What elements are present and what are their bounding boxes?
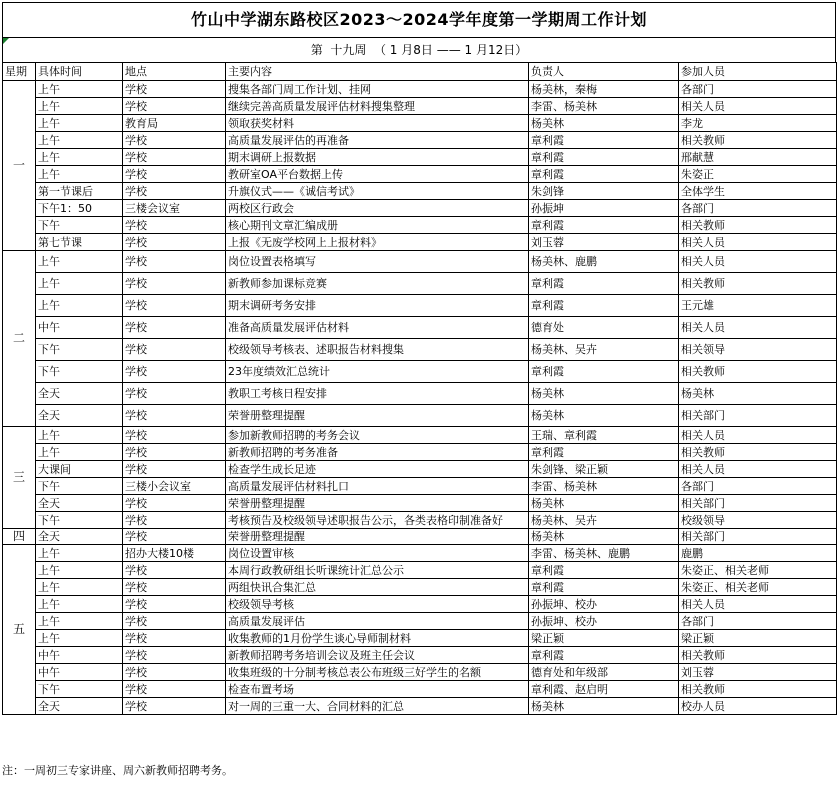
location-cell: 教育局 xyxy=(123,115,226,132)
content-cell: 新教师参加课标竞赛 xyxy=(226,273,529,295)
participants-cell: 各部门 xyxy=(679,613,837,630)
schedule-row xyxy=(3,664,837,681)
schedule-row xyxy=(3,698,837,715)
time-cell: 大课间 xyxy=(36,461,123,478)
header-cell: 主要内容 xyxy=(226,63,529,81)
owner-cell: 章利霞 xyxy=(529,647,679,664)
content-cell: 检查学生成长足迹 xyxy=(226,461,529,478)
location-cell: 三楼小会议室 xyxy=(123,478,226,495)
location-cell: 学校 xyxy=(123,681,226,698)
owner-cell: 章利霞 xyxy=(529,579,679,596)
content-cell: 考核预告及校级领导述职报告公示，各类表格印制准备好 xyxy=(226,512,529,529)
time-cell: 上午 xyxy=(36,149,123,166)
header-cell: 负责人 xyxy=(529,63,679,81)
location-cell: 学校 xyxy=(123,562,226,579)
location-cell: 学校 xyxy=(123,444,226,461)
time-cell: 上午 xyxy=(36,251,123,273)
weekday-cell: 一 xyxy=(3,81,36,251)
owner-cell: 章利霞 xyxy=(529,444,679,461)
content-cell: 荣誉册整理提醒 xyxy=(226,529,529,545)
location-cell: 学校 xyxy=(123,383,226,405)
owner-cell: 朱剑锋 xyxy=(529,183,679,200)
schedule-row xyxy=(3,529,837,545)
schedule-row xyxy=(3,295,837,317)
content-cell: 高质量发展评估 xyxy=(226,613,529,630)
content-cell: 两组快讯合集汇总 xyxy=(226,579,529,596)
owner-cell: 孙振坤、校办 xyxy=(529,613,679,630)
time-cell: 全天 xyxy=(36,495,123,512)
participants-cell: 相关人员 xyxy=(679,234,837,251)
participants-cell: 相关部门 xyxy=(679,529,837,545)
owner-cell: 杨美林 xyxy=(529,405,679,427)
header-cell: 星期 xyxy=(3,63,36,81)
content-cell: 两校区行政会 xyxy=(226,200,529,217)
owner-cell: 章利霞 xyxy=(529,149,679,166)
content-cell: 期末调研上报数据 xyxy=(226,149,529,166)
schedule-row xyxy=(3,183,837,200)
location-cell: 学校 xyxy=(123,81,226,98)
header-cell: 参加人员 xyxy=(679,63,837,81)
footnote: 注：一周初三专家讲座、周六新教师招聘考务。 xyxy=(2,764,233,777)
content-cell: 本周行政教研组长听课统计汇总公示 xyxy=(226,562,529,579)
owner-cell: 德育处和年级部 xyxy=(529,664,679,681)
participants-cell: 邢献慧 xyxy=(679,149,837,166)
content-cell: 检查布置考场 xyxy=(226,681,529,698)
location-cell: 学校 xyxy=(123,217,226,234)
location-cell: 学校 xyxy=(123,461,226,478)
schedule-row xyxy=(3,647,837,664)
header-cell: 具体时间 xyxy=(36,63,123,81)
owner-cell: 章利霞、赵启明 xyxy=(529,681,679,698)
schedule-table xyxy=(2,62,837,715)
participants-cell: 相关教师 xyxy=(679,361,837,383)
content-cell: 核心期刊文章汇编成册 xyxy=(226,217,529,234)
owner-cell: 章利霞 xyxy=(529,132,679,149)
participants-cell: 王元雄 xyxy=(679,295,837,317)
content-cell: 教研室OA平台数据上传 xyxy=(226,166,529,183)
location-cell: 学校 xyxy=(123,273,226,295)
time-cell: 上午 xyxy=(36,295,123,317)
owner-cell: 杨美林，秦梅 xyxy=(529,81,679,98)
participants-cell: 刘玉蓉 xyxy=(679,664,837,681)
content-cell: 新教师招聘考务培训会议及班主任会议 xyxy=(226,647,529,664)
time-cell: 下午 xyxy=(36,217,123,234)
location-cell: 学校 xyxy=(123,579,226,596)
location-cell: 学校 xyxy=(123,132,226,149)
location-cell: 学校 xyxy=(123,427,226,444)
schedule-row xyxy=(3,461,837,478)
time-cell: 第一节课后 xyxy=(36,183,123,200)
location-cell: 学校 xyxy=(123,183,226,200)
time-cell: 上午 xyxy=(36,166,123,183)
time-cell: 下午 xyxy=(36,478,123,495)
header-row xyxy=(3,63,837,81)
content-cell: 高质量发展评估材料扎口 xyxy=(226,478,529,495)
time-cell: 下午1：50 xyxy=(36,200,123,217)
schedule-row xyxy=(3,251,837,273)
location-cell: 学校 xyxy=(123,495,226,512)
schedule-row xyxy=(3,234,837,251)
schedule-row xyxy=(3,512,837,529)
participants-cell: 相关教师 xyxy=(679,132,837,149)
owner-cell: 杨美林 xyxy=(529,698,679,715)
location-cell: 学校 xyxy=(123,234,226,251)
weekday-cell: 三 xyxy=(3,427,36,529)
participants-cell: 鹿鹏 xyxy=(679,545,837,562)
content-cell: 23年度绩效汇总统计 xyxy=(226,361,529,383)
owner-cell: 杨美林、鹿鹏 xyxy=(529,251,679,273)
content-cell: 新教师招聘的考务准备 xyxy=(226,444,529,461)
location-cell: 学校 xyxy=(123,698,226,715)
participants-cell: 朱姿正 xyxy=(679,166,837,183)
schedule-row xyxy=(3,562,837,579)
owner-cell: 章利霞 xyxy=(529,295,679,317)
owner-cell: 章利霞 xyxy=(529,273,679,295)
schedule-body xyxy=(3,63,837,715)
schedule-row xyxy=(3,596,837,613)
time-cell: 上午 xyxy=(36,579,123,596)
week-range xyxy=(2,37,836,62)
schedule-row xyxy=(3,98,837,115)
time-cell: 上午 xyxy=(36,545,123,562)
participants-cell: 校办人员 xyxy=(679,698,837,715)
schedule-row xyxy=(3,630,837,647)
location-cell: 三楼会议室 xyxy=(123,200,226,217)
time-cell: 全天 xyxy=(36,698,123,715)
schedule-row xyxy=(3,383,837,405)
participants-cell: 相关教师 xyxy=(679,217,837,234)
time-cell: 上午 xyxy=(36,613,123,630)
location-cell: 学校 xyxy=(123,613,226,630)
location-cell: 学校 xyxy=(123,295,226,317)
participants-cell: 朱姿正、相关老师 xyxy=(679,562,837,579)
location-cell: 学校 xyxy=(123,664,226,681)
content-cell: 领取获奖材料 xyxy=(226,115,529,132)
content-cell: 上报《无废学校网上上报材料》 xyxy=(226,234,529,251)
location-cell: 学校 xyxy=(123,98,226,115)
schedule-row xyxy=(3,405,837,427)
participants-cell: 相关人员 xyxy=(679,251,837,273)
participants-cell: 杨美林 xyxy=(679,383,837,405)
participants-cell: 相关教师 xyxy=(679,444,837,461)
location-cell: 学校 xyxy=(123,339,226,361)
weekday-cell: 二 xyxy=(3,251,36,427)
time-cell: 全天 xyxy=(36,405,123,427)
schedule-row xyxy=(3,361,837,383)
owner-cell: 杨美林、吴卉 xyxy=(529,339,679,361)
content-cell: 教职工考核日程安排 xyxy=(226,383,529,405)
time-cell: 下午 xyxy=(36,681,123,698)
schedule-row xyxy=(3,478,837,495)
time-cell: 下午 xyxy=(36,512,123,529)
content-cell: 荣誉册整理提醒 xyxy=(226,405,529,427)
participants-cell: 梁正颖 xyxy=(679,630,837,647)
weekday-cell: 五 xyxy=(3,545,36,715)
content-cell: 校级领导考核 xyxy=(226,596,529,613)
time-cell: 中午 xyxy=(36,664,123,681)
time-cell: 中午 xyxy=(36,647,123,664)
time-cell: 上午 xyxy=(36,132,123,149)
owner-cell: 章利霞 xyxy=(529,361,679,383)
content-cell: 岗位设置表格填写 xyxy=(226,251,529,273)
content-cell: 升旗仪式——《诚信考试》 xyxy=(226,183,529,200)
owner-cell: 杨美林 xyxy=(529,383,679,405)
schedule-row xyxy=(3,613,837,630)
week-range-text: 第 十九周 （ 1 月8日 —— 1 月12日） xyxy=(310,43,528,57)
participants-cell: 相关教师 xyxy=(679,273,837,295)
owner-cell: 孙振坤 xyxy=(529,200,679,217)
time-cell: 上午 xyxy=(36,115,123,132)
schedule-row xyxy=(3,427,837,444)
schedule-row xyxy=(3,200,837,217)
time-cell: 中午 xyxy=(36,317,123,339)
content-cell: 继续完善高质量发展评估材料搜集整理 xyxy=(226,98,529,115)
time-cell: 全天 xyxy=(36,383,123,405)
participants-cell: 李龙 xyxy=(679,115,837,132)
owner-cell: 李雷、杨美林 xyxy=(529,98,679,115)
content-cell: 搜集各部门周工作计划、挂网 xyxy=(226,81,529,98)
owner-cell: 杨美林 xyxy=(529,495,679,512)
participants-cell: 相关教师 xyxy=(679,647,837,664)
location-cell: 学校 xyxy=(123,405,226,427)
participants-cell: 相关人员 xyxy=(679,317,837,339)
participants-cell: 校级领导 xyxy=(679,512,837,529)
content-cell: 岗位设置审核 xyxy=(226,545,529,562)
time-cell: 上午 xyxy=(36,98,123,115)
owner-cell: 李雷、杨美林 xyxy=(529,478,679,495)
schedule-row xyxy=(3,545,837,562)
location-cell: 学校 xyxy=(123,149,226,166)
time-cell: 上午 xyxy=(36,630,123,647)
owner-cell: 章利霞 xyxy=(529,562,679,579)
participants-cell: 相关教师 xyxy=(679,681,837,698)
header-cell: 地点 xyxy=(123,63,226,81)
location-cell: 学校 xyxy=(123,596,226,613)
schedule-row xyxy=(3,115,837,132)
participants-cell: 全体学生 xyxy=(679,183,837,200)
schedule-row xyxy=(3,149,837,166)
schedule-row xyxy=(3,339,837,361)
participants-cell: 相关人员 xyxy=(679,98,837,115)
time-cell: 上午 xyxy=(36,444,123,461)
content-cell: 收集教师的1月份学生谈心导师制材料 xyxy=(226,630,529,647)
owner-cell: 刘玉蓉 xyxy=(529,234,679,251)
participants-cell: 相关领导 xyxy=(679,339,837,361)
location-cell: 学校 xyxy=(123,251,226,273)
time-cell: 下午 xyxy=(36,361,123,383)
content-cell: 收集班级的十分制考核总表公布班级三好学生的名额 xyxy=(226,664,529,681)
time-cell: 下午 xyxy=(36,339,123,361)
time-cell: 上午 xyxy=(36,427,123,444)
page-title: 竹山中学湖东路校区2023～2024学年度第一学期周工作计划 xyxy=(2,2,836,37)
participants-cell: 相关部门 xyxy=(679,405,837,427)
content-cell: 参加新教师招聘的考务会议 xyxy=(226,427,529,444)
content-cell: 期末调研考务安排 xyxy=(226,295,529,317)
schedule-row xyxy=(3,273,837,295)
location-cell: 学校 xyxy=(123,529,226,545)
schedule-row xyxy=(3,81,837,98)
location-cell: 学校 xyxy=(123,630,226,647)
content-cell: 校级领导考核表、述职报告材料搜集 xyxy=(226,339,529,361)
content-cell: 高质量发展评估的再准备 xyxy=(226,132,529,149)
time-cell: 第七节课 xyxy=(36,234,123,251)
content-cell: 准备高质量发展评估材料 xyxy=(226,317,529,339)
schedule-row xyxy=(3,317,837,339)
schedule-row xyxy=(3,217,837,234)
participants-cell: 相关人员 xyxy=(679,427,837,444)
time-cell: 上午 xyxy=(36,596,123,613)
location-cell: 学校 xyxy=(123,361,226,383)
participants-cell: 朱姿正、相关老师 xyxy=(679,579,837,596)
owner-cell: 德育处 xyxy=(529,317,679,339)
participants-cell: 相关部门 xyxy=(679,495,837,512)
content-cell: 对一周的三重一大、合同材料的汇总 xyxy=(226,698,529,715)
schedule-sheet xyxy=(2,2,836,715)
owner-cell: 杨美林、吴卉 xyxy=(529,512,679,529)
participants-cell: 各部门 xyxy=(679,200,837,217)
schedule-row xyxy=(3,579,837,596)
owner-cell: 章利霞 xyxy=(529,217,679,234)
owner-cell: 李雷、杨美林、鹿鹏 xyxy=(529,545,679,562)
owner-cell: 杨美林 xyxy=(529,115,679,132)
time-cell: 全天 xyxy=(36,529,123,545)
time-cell: 上午 xyxy=(36,81,123,98)
owner-cell: 梁正颖 xyxy=(529,630,679,647)
location-cell: 招办大楼10楼 xyxy=(123,545,226,562)
time-cell: 上午 xyxy=(36,273,123,295)
owner-cell: 孙振坤、校办 xyxy=(529,596,679,613)
schedule-row xyxy=(3,495,837,512)
participants-cell: 相关人员 xyxy=(679,461,837,478)
location-cell: 学校 xyxy=(123,317,226,339)
content-cell: 荣誉册整理提醒 xyxy=(226,495,529,512)
time-cell: 上午 xyxy=(36,562,123,579)
schedule-row xyxy=(3,166,837,183)
participants-cell: 各部门 xyxy=(679,478,837,495)
location-cell: 学校 xyxy=(123,166,226,183)
owner-cell: 章利霞 xyxy=(529,166,679,183)
owner-cell: 杨美林 xyxy=(529,529,679,545)
location-cell: 学校 xyxy=(123,647,226,664)
participants-cell: 各部门 xyxy=(679,81,837,98)
weekday-cell: 四 xyxy=(3,529,36,545)
owner-cell: 王瑞、章利霞 xyxy=(529,427,679,444)
participants-cell: 相关人员 xyxy=(679,596,837,613)
schedule-row xyxy=(3,132,837,149)
schedule-row xyxy=(3,681,837,698)
location-cell: 学校 xyxy=(123,512,226,529)
owner-cell: 朱剑锋、梁正颖 xyxy=(529,461,679,478)
schedule-row xyxy=(3,444,837,461)
